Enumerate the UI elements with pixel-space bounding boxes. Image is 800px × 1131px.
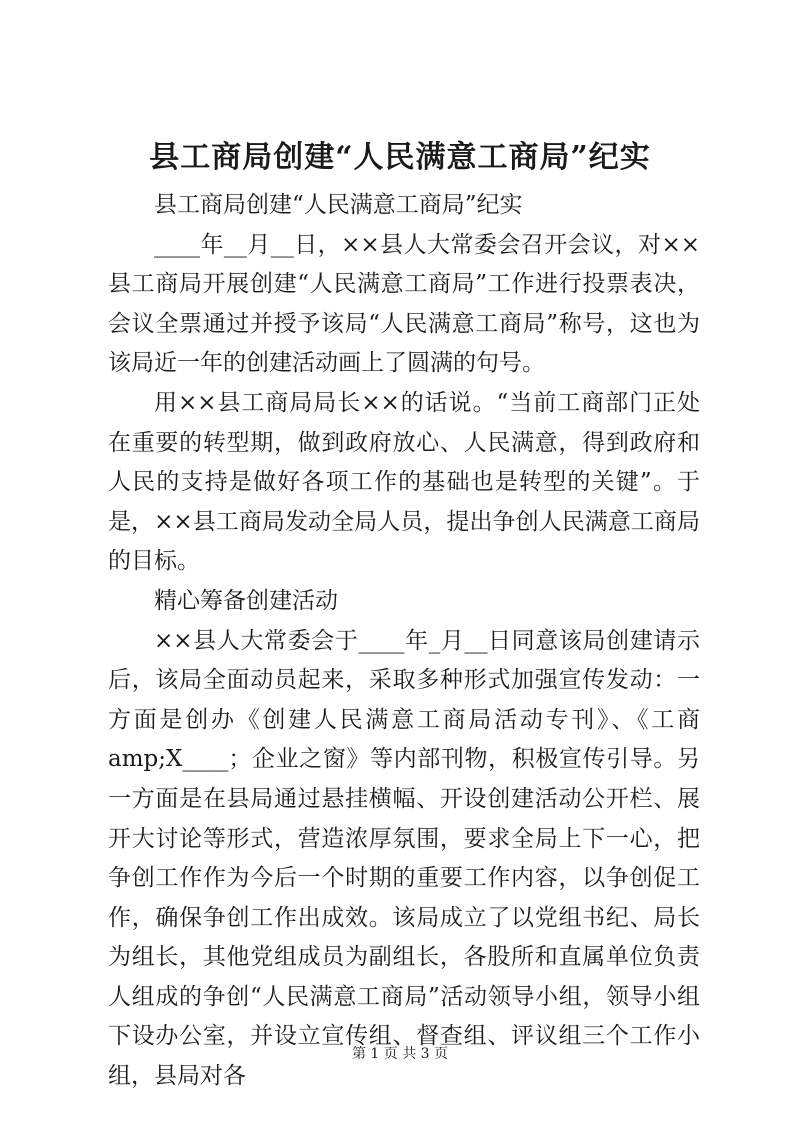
paragraph: ____年__月__日，××县人大常委会召开会议，对××县工商局开展创建“人民满意工商局”工作进行投票表决，会议全票通过并授予该局“人民满意工商局”称号，这也为该局近一年的创建活动画上了圆满的句号。 — [108, 231, 700, 377]
paragraph: ××县人大常委会于____年_月__日同意该局创建请示后，该局全面动员起来，采取多种形式加强宣传发动：一方面是创办《创建人民满意工商局活动专刊》、《工商 amp;X____；企业之窗》等内部刊物，积极宣传引导。另一方面是在县局通过悬挂横幅、开设创建活动公开栏、展开大讨论等形式，营造浓厚氛围，要求全局上下一心，把争创工作作为今后一个时期的重要工作内容，以争创促工作，确保争创工作出成效。该局成立了以党组书纪、局长为组长，其他党组成员为副组长，各股所和直属单位负责人组成的争创“人民满意工商局”活动领导小组，领导小组下设办公室，并设立宣传组、督查组、评议组三个工作小组，县局对各 — [108, 627, 700, 1090]
page-footer: 第 1 页 共 3 页 — [351, 1046, 449, 1062]
document-title: 县工商局创建“人民满意工商局”纪实 — [149, 140, 651, 175]
paragraph: 县工商局创建“人民满意工商局”纪实 — [154, 192, 523, 218]
document-body — [108, 186, 700, 1097]
paragraph: 用××县工商局局长××的话说。“当前工商部门正处在重要的转型期，做到政府放心、人民满意，得到政府和人民的支持是做好各项工作的基础也是转型的关键”。于是，××县工商局发动全局人员，提出争创人民满意工商局的目标。 — [108, 389, 700, 575]
section-heading: 精心筹备创建活动 — [154, 587, 338, 614]
